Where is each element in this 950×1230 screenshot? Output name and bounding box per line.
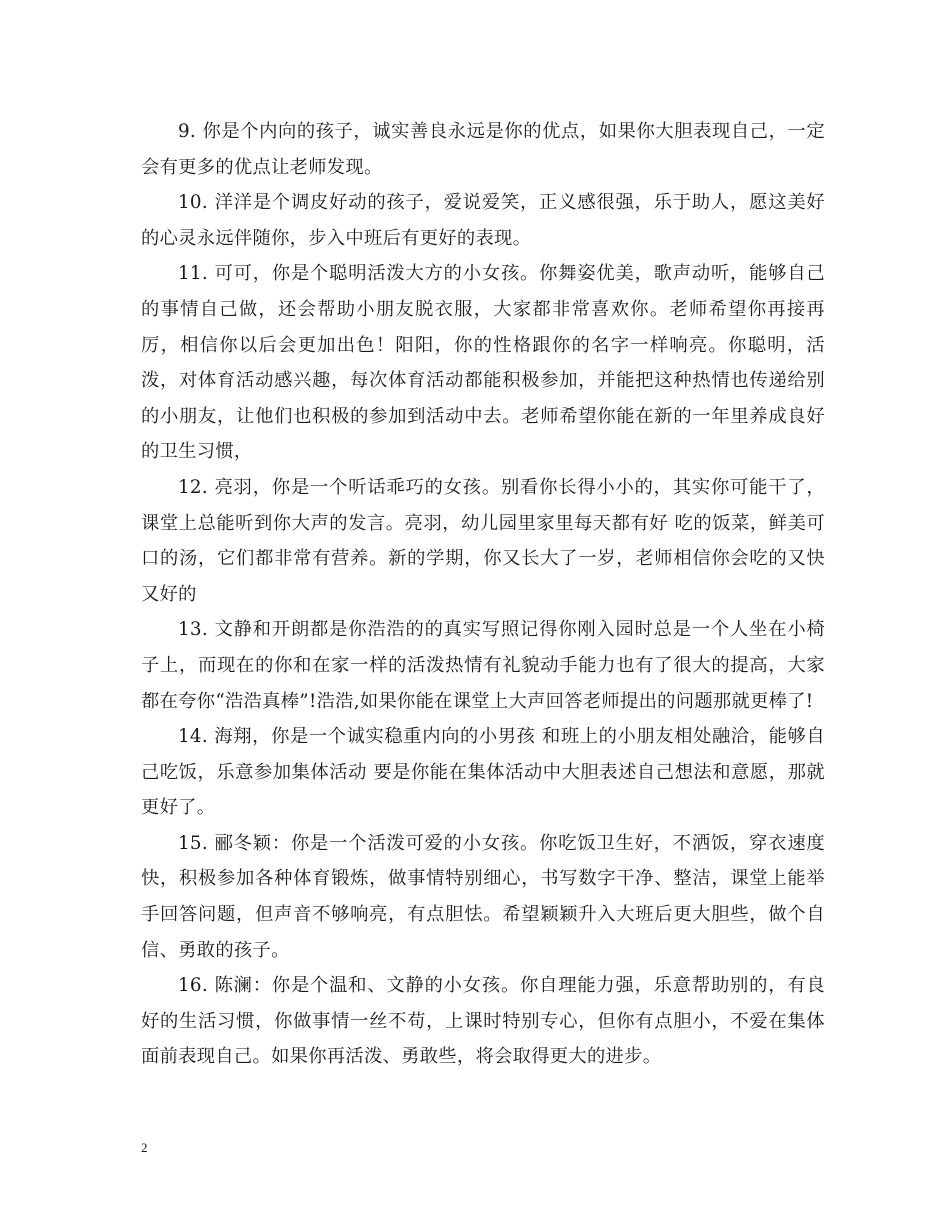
paragraph-11: 11. 可可，你是个聪明活泼大方的小女孩。你舞姿优美，歌声动听，能够自己的事情自己做，还会帮助小朋友脱衣服，大家都非常喜欢你。老师希望你再接再厉，相信你以后会更加出色！阳阳，你的性格跟你的名字一样响亮。你聪明，活泼，对体育活动感兴趣，每次体育活动都能积极参加，并能把这种热情也传递给别的小朋友，让他们也积极的参加到活动中去。老师希望你能在新的一年里养成良好的卫生习惯， bbox=[141, 263, 825, 463]
paragraph-15: 15. 郦冬颖：你是一个活泼可爱的小女孩。你吃饭卫生好，不洒饭，穿衣速度快，积极参加各种体育锻炼，做事情特别细心，书写数字干净、整洁，课堂上能举手回答问题，但声音不够响亮，有点胆怯。希望颖颖升入大班后更大胆些，做个自信、勇敢的孩子。 bbox=[141, 832, 825, 961]
paragraph-9: 9. 你是个内向的孩子，诚实善良永远是你的优点，如果你大胆表现自己，一定会有更多的优点让老师发现。 bbox=[141, 121, 825, 178]
paragraph-14: 14. 海翔，你是一个诚实稳重内向的小男孩 和班上的小朋友相处融洽，能够自己吃饭，乐意参加集体活动 要是你能在集体活动中大胆表述自己想法和意愿，那就更好了。 bbox=[141, 726, 825, 819]
body-text bbox=[141, 114, 825, 1075]
paragraph-13: 13. 文静和开朗都是你浩浩的的真实写照记得你刚入园时总是一个人坐在小椅子上，而现在的你和在家一样的活泼热情有礼貌动手能力也有了很大的提高，大家都在夸你“浩浩真棒”!浩浩,如果你能在课堂上大声回答老师提出的问题那就更棒了! bbox=[141, 619, 825, 712]
paragraph-16: 16. 陈澜：你是个温和、文静的小女孩。你自理能力强，乐意帮助别的，有良好的生活习惯，你做事情一丝不苟，上课时特别专心，但你有点胆小，不爱在集体面前表现自己。如果你再活泼、勇敢些，将会取得更大的进步。 bbox=[141, 975, 825, 1068]
paragraph-10: 10. 洋洋是个调皮好动的孩子，爱说爱笑，正义感很强，乐于助人，愿这美好的心灵永远伴随你，步入中班后有更好的表现。 bbox=[141, 192, 825, 249]
paragraph-12: 12. 亮羽，你是一个听话乖巧的女孩。别看你长得小小的，其实你可能干了，课堂上总能听到你大声的发言。亮羽，幼儿园里家里每天都有好 吃的饭菜，鲜美可口的汤，它们都非常有营养。新的学期，你又长大了一岁，老师相信你会吃的又快又好的 bbox=[141, 476, 825, 605]
page-number: 2 bbox=[141, 1140, 148, 1155]
